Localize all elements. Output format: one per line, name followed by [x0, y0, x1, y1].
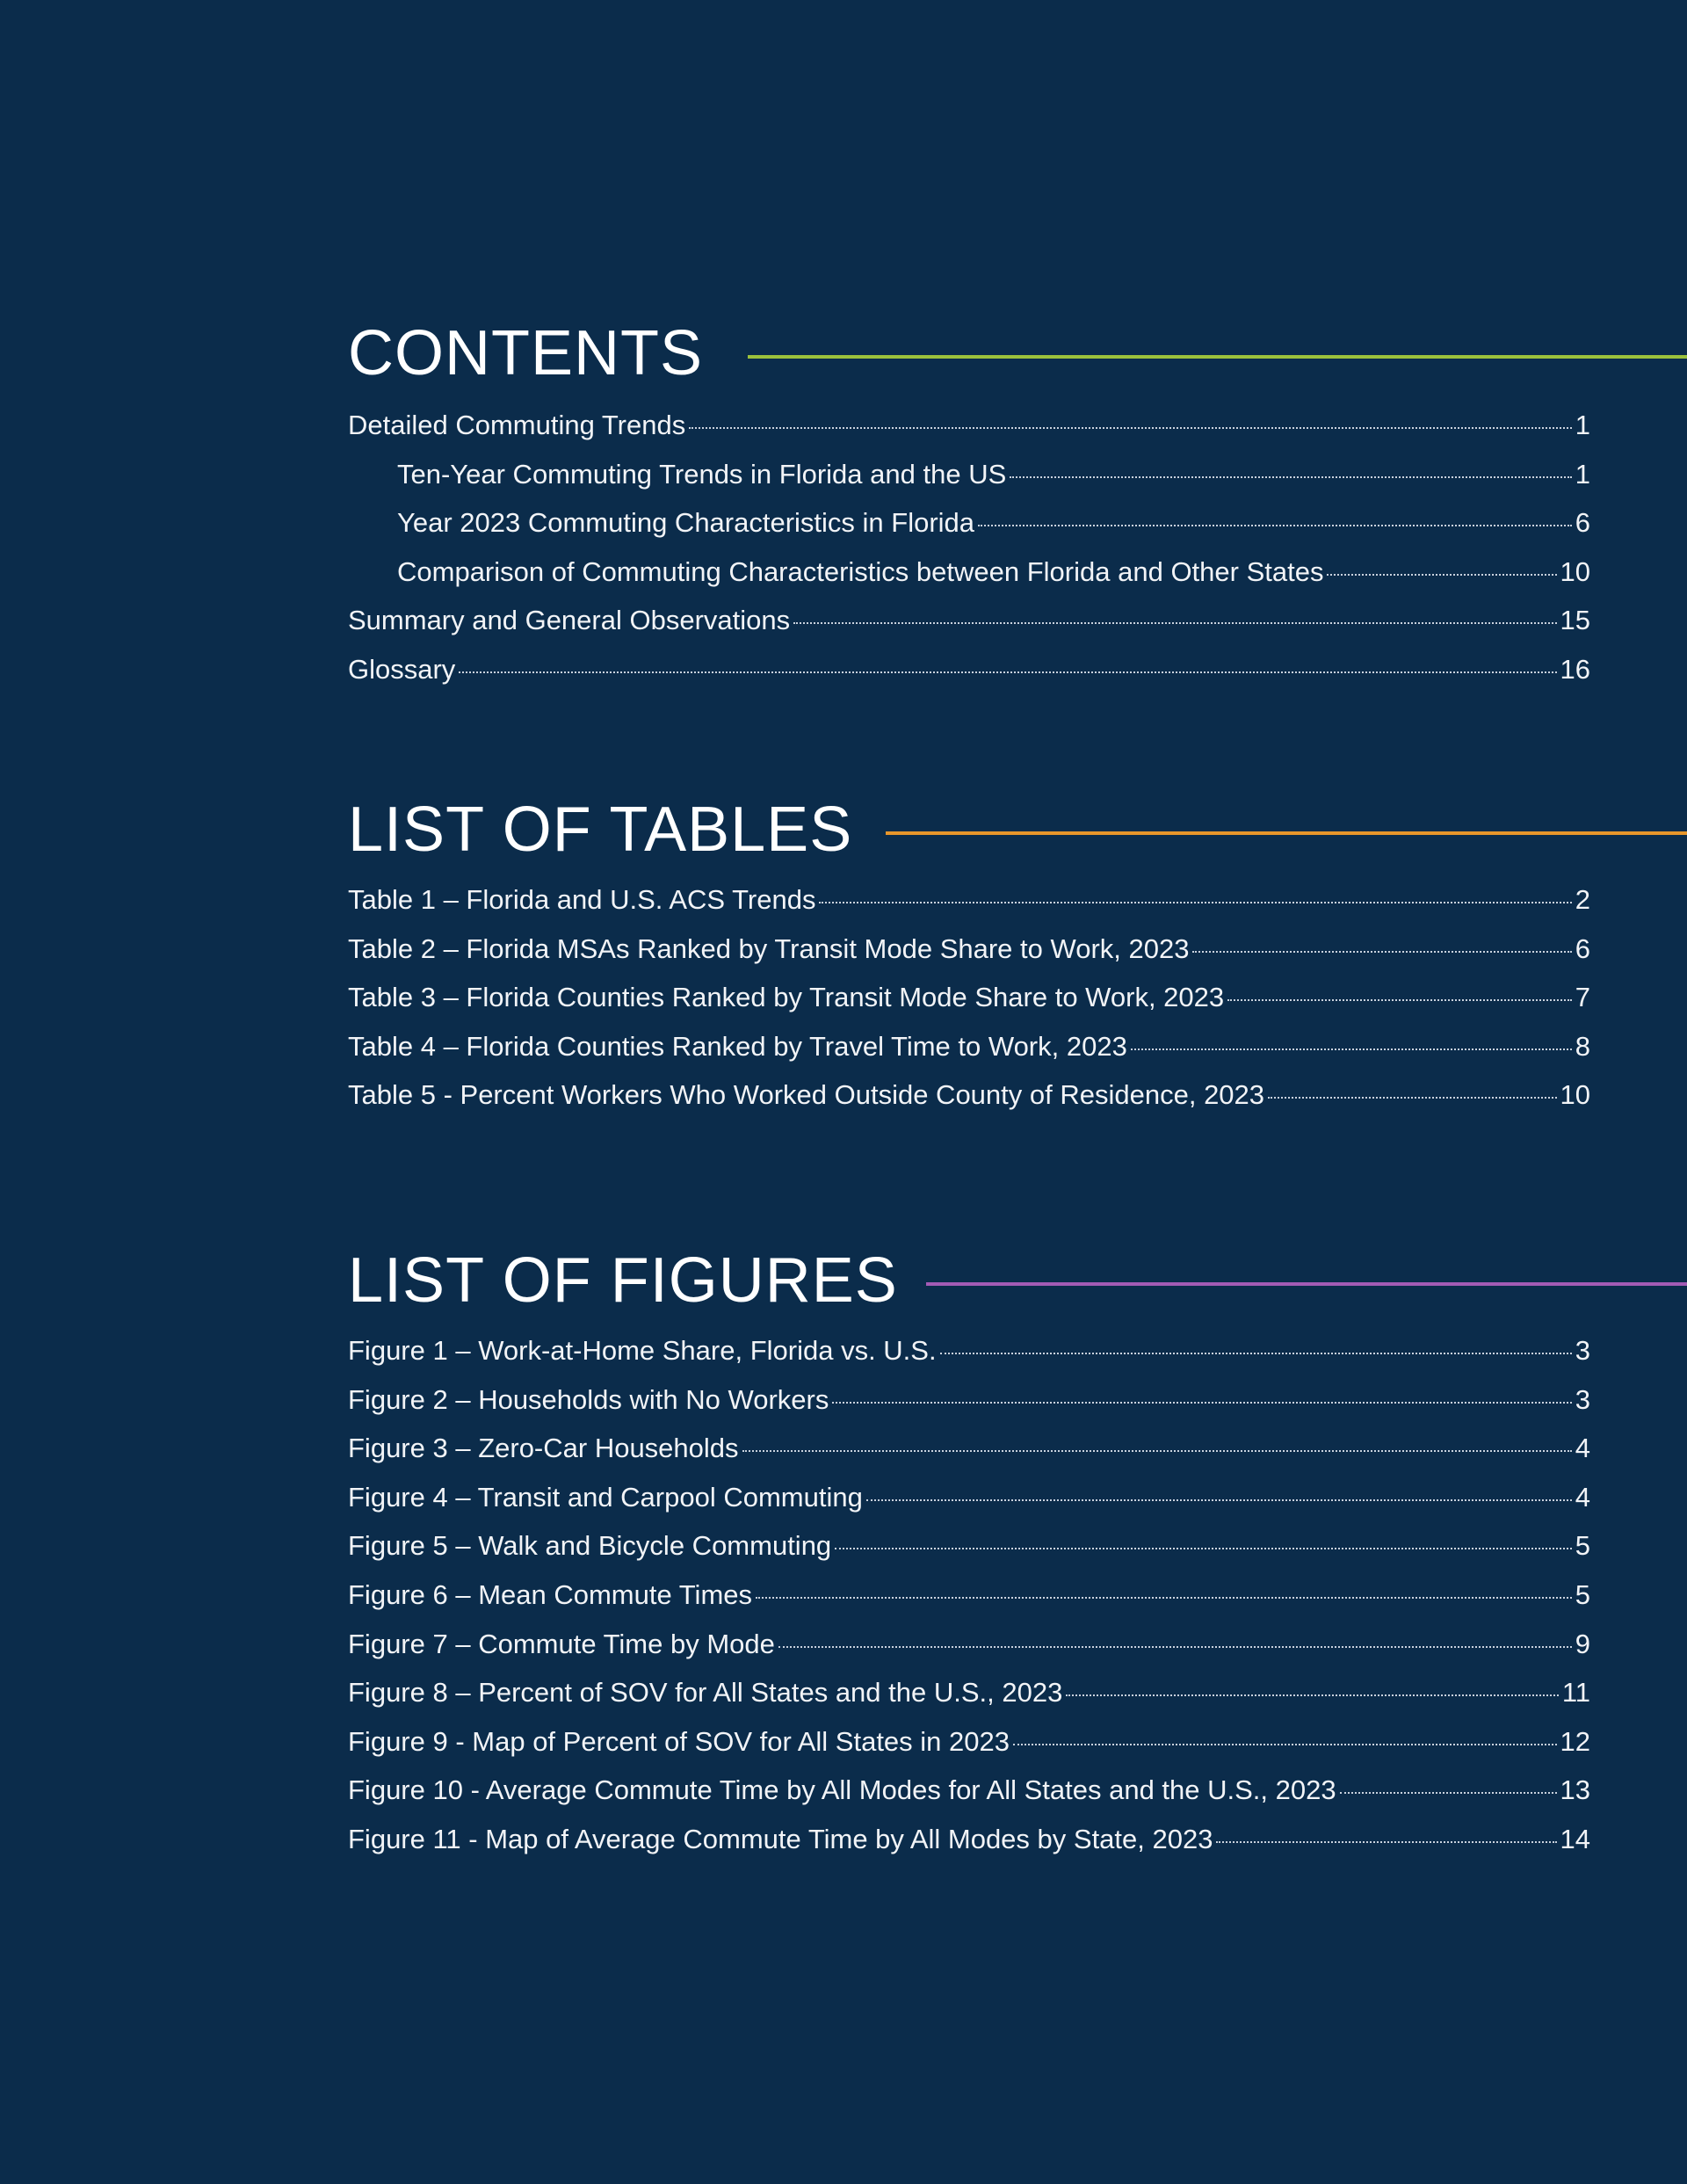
entry-page-number: 11	[1561, 1677, 1590, 1709]
dot-leader	[1216, 1839, 1556, 1843]
dot-leader	[1010, 475, 1571, 478]
figures-entry[interactable]	[348, 1620, 1590, 1669]
entry-page-number: 14	[1560, 1823, 1590, 1854]
entry-label: Ten-Year Commuting Trends in Florida and the US	[397, 458, 1007, 490]
entry-page-number: 4	[1575, 1481, 1590, 1513]
entry-label: Figure 11 - Map of Average Commute Time by All Modes by State, 2023	[348, 1823, 1213, 1854]
contents-entry[interactable]	[348, 450, 1590, 499]
contents-entry[interactable]	[348, 596, 1590, 645]
entry-label: Table 2 – Florida MSAs Ranked by Transit Mode Share to Work, 2023	[348, 932, 1190, 964]
figures-entry[interactable]	[348, 1668, 1590, 1717]
entry-page-number: 3	[1575, 1335, 1590, 1366]
tables-entry[interactable]	[348, 875, 1590, 925]
entry-page-number: 1	[1575, 410, 1590, 440]
contents-entry[interactable]	[348, 498, 1590, 548]
figures-entry[interactable]	[348, 1424, 1590, 1473]
dot-leader	[866, 1498, 1572, 1501]
entry-page-number: 13	[1560, 1774, 1590, 1806]
contents-section	[348, 318, 1590, 694]
dot-leader	[459, 670, 1556, 673]
dot-leader	[756, 1595, 1572, 1599]
figures-section	[348, 1245, 1590, 1864]
figures-entry[interactable]	[348, 1375, 1590, 1425]
dot-leader	[1327, 572, 1556, 576]
entry-page-number: 6	[1575, 932, 1590, 964]
tables-entry[interactable]	[348, 1022, 1590, 1071]
figures-entry[interactable]	[348, 1717, 1590, 1767]
dot-leader	[1268, 1095, 1556, 1099]
figures-entry[interactable]	[348, 1815, 1590, 1864]
entry-label: Figure 10 - Average Commute Time by All Modes for All States and the U.S., 2023	[348, 1774, 1336, 1806]
entry-page-number: 6	[1575, 507, 1590, 539]
entry-label: Figure 6 – Mean Commute Times	[348, 1578, 753, 1610]
entry-page-number: 16	[1560, 653, 1590, 685]
entry-label: Figure 2 – Households with No Workers	[348, 1383, 829, 1415]
entry-page-number: 10	[1560, 1079, 1590, 1111]
dot-leader	[978, 523, 1572, 526]
contents-entry[interactable]	[348, 548, 1590, 597]
entry-label: Figure 1 – Work-at-Home Share, Florida vs. U.S.	[348, 1335, 937, 1366]
dot-leader	[832, 1400, 1571, 1404]
entry-page-number: 5	[1575, 1530, 1590, 1562]
entry-page-number: 2	[1575, 884, 1590, 915]
entry-label: Table 5 - Percent Workers Who Worked Outside County of Residence, 2023	[348, 1079, 1265, 1111]
dot-leader	[1227, 998, 1572, 1001]
contents-entry[interactable]	[348, 645, 1590, 694]
contents-entry[interactable]	[348, 401, 1590, 450]
figures-header	[348, 1245, 1590, 1316]
entry-label: Figure 4 – Transit and Carpool Commuting	[348, 1481, 863, 1513]
entry-label: Figure 5 – Walk and Bicycle Commuting	[348, 1530, 832, 1562]
entry-label: Table 3 – Florida Counties Ranked by Transit Mode Share to Work, 2023	[348, 982, 1225, 1013]
dot-leader	[835, 1546, 1572, 1549]
entry-page-number: 3	[1575, 1383, 1590, 1415]
figures-entry[interactable]	[348, 1473, 1590, 1522]
entry-label: Summary and General Observations	[348, 605, 791, 636]
dot-leader	[1066, 1693, 1558, 1696]
dot-leader	[778, 1644, 1572, 1648]
entry-label: Table 1 – Florida and U.S. ACS Trends	[348, 884, 816, 915]
figures-entry[interactable]	[348, 1766, 1590, 1815]
figures-entry[interactable]	[348, 1326, 1590, 1375]
entry-label: Table 4 – Florida Counties Ranked by Travel Time to Work, 2023	[348, 1030, 1127, 1062]
entry-page-number: 9	[1575, 1628, 1590, 1659]
dot-leader	[1013, 1742, 1557, 1745]
dot-leader	[793, 620, 1556, 624]
entry-label: Figure 8 – Percent of SOV for All States and the U.S., 2023	[348, 1677, 1063, 1709]
dot-leader	[1192, 949, 1571, 953]
dot-leader	[819, 900, 1571, 903]
entry-label: Figure 7 – Commute Time by Mode	[348, 1628, 775, 1659]
entry-page-number: 7	[1575, 982, 1590, 1013]
entry-page-number: 8	[1575, 1030, 1590, 1062]
contents-list	[348, 401, 1590, 694]
figures-entry[interactable]	[348, 1521, 1590, 1571]
tables-entry[interactable]	[348, 973, 1590, 1022]
entry-label: Detailed Commuting Trends	[348, 410, 686, 440]
figures-list	[348, 1326, 1590, 1864]
tables-list	[348, 875, 1590, 1120]
contents-rule	[748, 355, 1687, 359]
tables-section	[348, 795, 1590, 1120]
entry-page-number: 12	[1560, 1725, 1590, 1757]
entry-page-number: 4	[1575, 1433, 1590, 1464]
dot-leader	[742, 1448, 1572, 1452]
tables-entry[interactable]	[348, 1070, 1590, 1120]
entry-label: Year 2023 Commuting Characteristics in Florida	[397, 507, 975, 539]
dot-leader	[1340, 1790, 1557, 1794]
tables-rule	[886, 831, 1687, 835]
dot-leader	[940, 1351, 1572, 1354]
entry-label: Glossary	[348, 653, 456, 685]
entry-page-number: 5	[1575, 1578, 1590, 1610]
figures-entry[interactable]	[348, 1571, 1590, 1620]
contents-header	[348, 318, 1590, 388]
entry-label: Figure 3 – Zero-Car Households	[348, 1433, 739, 1464]
entry-page-number: 10	[1560, 555, 1590, 587]
tables-header	[348, 795, 1590, 865]
dot-leader	[689, 425, 1572, 429]
contents-title: CONTENTS	[348, 318, 703, 388]
figures-rule	[926, 1282, 1687, 1286]
figures-title: LIST OF FIGURES	[348, 1245, 898, 1316]
entry-label: Figure 9 - Map of Percent of SOV for All States in 2023	[348, 1725, 1010, 1757]
entry-page-number: 1	[1575, 458, 1590, 490]
tables-title: LIST OF TABLES	[348, 795, 853, 865]
entry-label: Comparison of Commuting Characteristics between Florida and Other States	[397, 555, 1324, 587]
dot-leader	[1131, 1047, 1572, 1050]
tables-entry[interactable]	[348, 925, 1590, 974]
entry-page-number: 15	[1560, 605, 1590, 636]
